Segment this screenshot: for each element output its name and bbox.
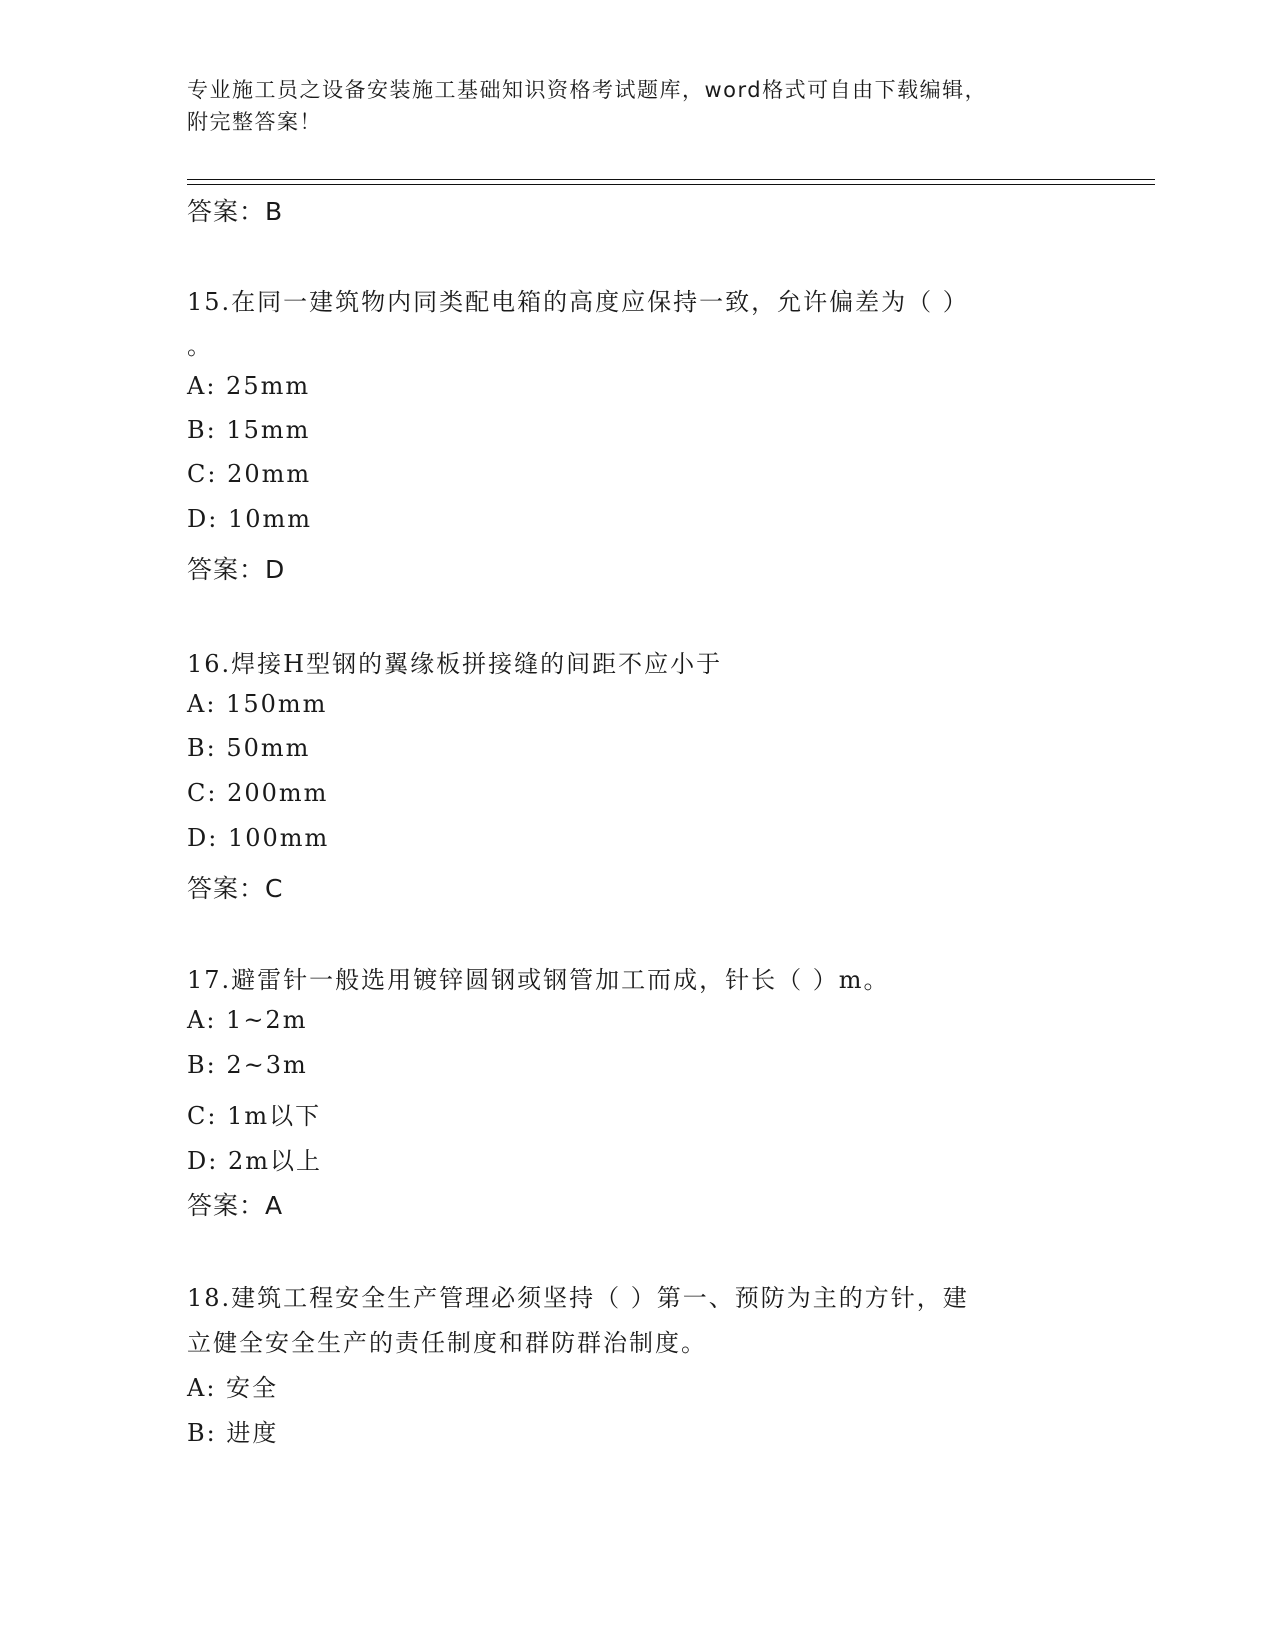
question-18-option-b: B: 进度 bbox=[187, 1419, 279, 1447]
question-17-option-d: D: 2m以上 bbox=[187, 1147, 322, 1175]
question-15-option-b: B: 15mm bbox=[187, 416, 311, 444]
question-16-option-b: B: 50mm bbox=[187, 734, 311, 762]
question-16-line-1: 16.焊接H型钢的翼缘板拼接缝的间距不应小于 bbox=[187, 650, 723, 678]
question-18-line-2: 立健全安全生产的责任制度和群防群治制度。 bbox=[187, 1329, 707, 1357]
answer-previous: 答案：B bbox=[187, 197, 284, 226]
question-17-option-b: B: 2~3m bbox=[187, 1051, 308, 1079]
question-15-option-a: A: 25mm bbox=[187, 372, 311, 400]
question-17-option-a: A: 1~2m bbox=[187, 1006, 308, 1034]
question-18-line-1: 18.建筑工程安全生产管理必须坚持（ ）第一、预防为主的方针，建 bbox=[187, 1284, 969, 1312]
question-15-answer: 答案：D bbox=[187, 555, 286, 584]
question-18-option-a: A: 安全 bbox=[187, 1374, 279, 1402]
question-15-option-c: C: 20mm bbox=[187, 460, 312, 488]
question-17-line-1: 17.避雷针一般选用镀锌圆钢或钢管加工而成，针长（ ）m。 bbox=[187, 966, 890, 994]
header-line-1: 专业施工员之设备安装施工基础知识资格考试题库，word格式可自由下载编辑， bbox=[187, 78, 988, 102]
header-divider-top bbox=[187, 179, 1155, 180]
question-15-option-d: D: 10mm bbox=[187, 505, 313, 533]
document-header bbox=[187, 74, 1067, 138]
question-15-line-1: 15.在同一建筑物内同类配电箱的高度应保持一致，允许偏差为（ ） bbox=[187, 288, 969, 316]
question-16-option-c: C: 200mm bbox=[187, 779, 329, 807]
question-16-option-a: A: 150mm bbox=[187, 690, 328, 718]
question-15-line-2: 。 bbox=[187, 332, 213, 360]
question-16-option-d: D: 100mm bbox=[187, 824, 330, 852]
header-line-2: 附完整答案！ bbox=[187, 110, 322, 134]
question-16-answer: 答案：C bbox=[187, 874, 284, 903]
question-17-option-c: C: 1m以下 bbox=[187, 1102, 322, 1130]
header-divider-bottom bbox=[187, 184, 1155, 185]
question-17-answer: 答案：A bbox=[187, 1191, 284, 1220]
